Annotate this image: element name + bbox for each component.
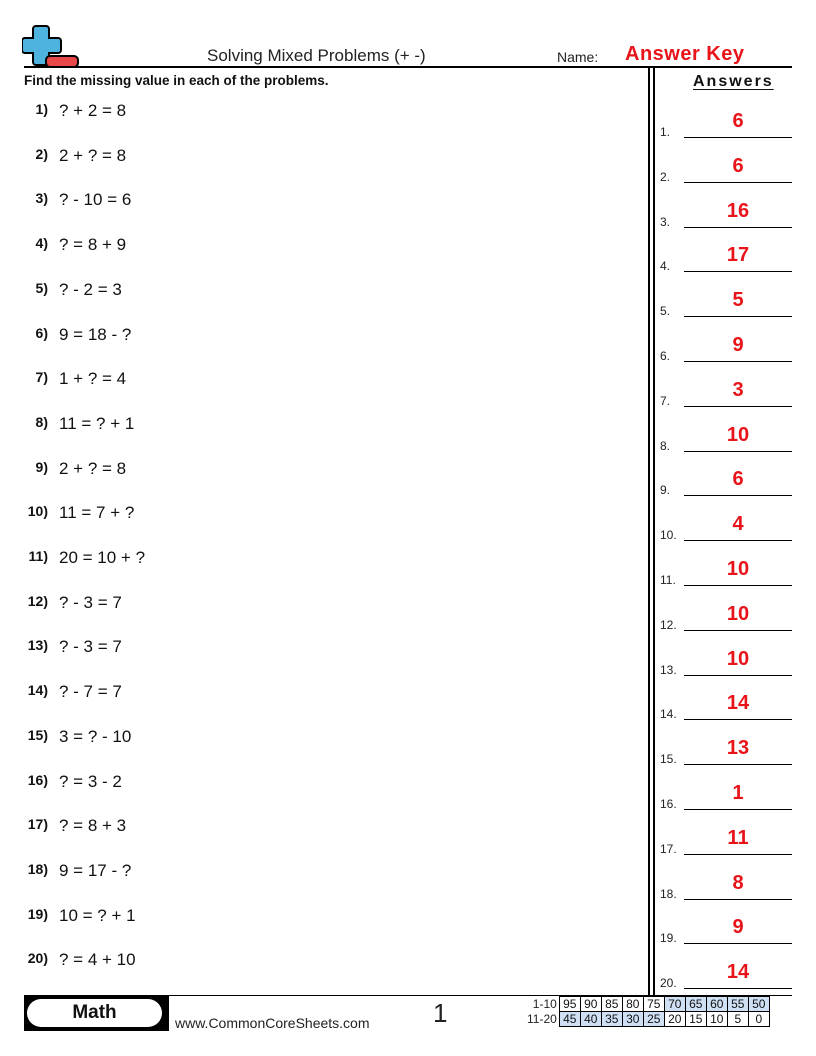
answer-value: 14 [726,961,750,984]
answer-number: 19. [660,931,677,946]
score-cell: 10 [706,1012,727,1027]
name-value: Answer Key [625,43,745,65]
answer-item [660,960,792,990]
answer-number: 6. [660,349,671,363]
problem-item [24,325,624,349]
problem-number: 12) [27,592,48,609]
problem-number: 2) [35,145,48,162]
answer-line [684,495,792,496]
problem-equation: ? - 7 = 7 [59,682,122,702]
answer-item [660,512,792,542]
problem-number: 5) [35,279,48,296]
answer-line [684,764,792,765]
answer-line [684,406,792,407]
problem-item [24,772,624,796]
answer-number: 18. [660,886,677,901]
answer-item [660,423,792,453]
problem-item [24,906,624,930]
answer-value: 9 [732,334,744,356]
problem-equation: 3 = ? - 10 [59,726,132,746]
answer-line [684,137,792,138]
answer-line [684,540,792,541]
answer-value: 10 [726,558,750,580]
answer-item [660,826,792,856]
answer-value: 3 [732,378,744,401]
problem-number: 6) [35,324,48,341]
problem-item [24,548,624,572]
problem-equation: ? - 3 = 7 [59,592,122,612]
answer-item [660,154,792,184]
answer-number: 12. [660,617,677,632]
score-cell: 30 [622,1012,643,1027]
score-cell: 15 [685,1012,706,1027]
score-cell: 85 [601,997,622,1012]
score-cell: 80 [622,997,643,1012]
header-divider [24,66,792,68]
problem-number: 10) [27,503,48,520]
answer-value: 10 [726,423,750,446]
problem-number: 19) [27,905,48,922]
answer-item [660,736,792,766]
score-cell: 35 [601,1012,622,1027]
problem-item [24,414,624,438]
problem-equation: ? = 8 + 3 [59,816,127,836]
answer-value: 9 [732,916,744,939]
problem-item [24,816,624,840]
problem-number: 7) [35,369,48,386]
problem-item [24,637,624,661]
instructions: Find the missing value in each of the problems. [24,73,329,88]
problem-number: 14) [27,682,48,699]
answer-line [684,585,792,586]
answer-number: 7. [660,393,671,408]
answer-value: 1 [732,782,744,804]
problem-equation: ? - 3 = 7 [59,637,122,657]
problem-equation: 11 = ? + 1 [59,413,135,433]
problem-item [24,280,624,304]
problem-equation: 9 = 17 - ? [59,860,132,880]
answer-number: 9. [660,483,671,498]
score-row-label: 11-20 [527,1012,557,1026]
score-cell: 55 [727,997,748,1012]
answer-line [684,316,792,317]
problem-equation: 10 = ? + 1 [59,905,136,925]
answer-line [684,943,792,944]
answer-value: 14 [726,692,750,715]
problem-number: 3) [35,190,48,207]
answer-value: 10 [726,647,750,670]
answer-value: 4 [732,513,744,536]
problem-number: 13) [27,637,48,654]
answer-item [660,781,792,811]
score-cell: 20 [664,1012,685,1027]
answer-line [684,227,792,228]
answer-value: 17 [726,244,750,267]
answer-value: 11 [727,826,749,849]
problem-item [24,101,624,125]
problem-equation: ? = 8 + 9 [59,235,127,255]
problem-item [24,459,624,483]
score-cell: 0 [748,1012,769,1027]
answer-number: 5. [660,304,671,319]
answer-item [660,288,792,318]
answer-item [660,647,792,677]
score-row-label: 1-10 [532,997,557,1011]
answer-line [684,630,792,631]
problem-number: 9) [35,458,48,475]
score-cell: 75 [643,997,664,1012]
answer-number: 16. [660,797,677,811]
answer-number: 15. [660,752,677,767]
worksheet-title: Solving Mixed Problems (+ -) [207,46,426,65]
answer-line [684,271,792,272]
answer-number: 17. [660,841,677,856]
problem-item [24,235,624,259]
score-cell: 95 [559,997,580,1012]
answer-number: 3. [660,214,671,229]
answer-value: 6 [732,154,744,177]
score-cell: 60 [706,997,727,1012]
problem-item [24,861,624,885]
answer-item [660,557,792,587]
score-row [525,997,769,1012]
problem-number: 4) [35,235,48,252]
answer-item [660,378,792,408]
score-cell: 70 [664,997,685,1012]
answer-item [660,199,792,229]
problem-number: 18) [27,860,48,877]
answer-line [684,854,792,855]
problem-item [24,682,624,706]
subject-label: Math [27,999,162,1027]
problem-number: 17) [27,816,48,833]
answer-line [684,451,792,452]
problem-item [24,503,624,527]
score-cell: 40 [580,1012,601,1027]
column-divider [648,67,650,996]
problem-number: 15) [27,726,48,743]
answer-line [684,899,792,900]
column-divider [653,67,655,996]
answer-number: 1. [660,125,671,139]
problem-item [24,146,624,170]
answer-line [684,361,792,362]
problem-equation: 2 + ? = 8 [59,458,127,478]
name-label: Name: [557,49,599,65]
answer-item [660,333,792,363]
answer-line [684,675,792,676]
score-cell: 25 [643,1012,664,1027]
answer-item [660,109,792,139]
answer-number: 10. [660,528,677,543]
problem-equation: ? + 2 = 8 [59,101,127,120]
answer-number: 2. [660,169,671,184]
problem-item [24,369,624,393]
answer-number: 13. [660,662,677,677]
score-cell: 50 [748,997,769,1012]
score-cell: 90 [580,997,601,1012]
answers-heading: Answers [693,73,774,90]
problem-item [24,593,624,617]
problem-equation: 20 = 10 + ? [59,548,146,567]
answer-item [660,691,792,721]
problem-number: 8) [35,413,48,430]
answer-line [684,182,792,183]
answer-value: 10 [726,602,750,625]
answer-value: 8 [732,871,744,894]
problem-item [24,727,624,751]
answer-number: 8. [660,438,671,453]
page-number: 1 [433,998,448,1028]
problem-item [24,190,624,214]
answer-line [684,809,792,810]
answer-line [684,719,792,720]
answer-item [660,467,792,497]
problem-equation: 1 + ? = 4 [59,369,127,389]
score-table [525,996,770,1027]
answer-value: 13 [726,737,750,760]
answer-number: 11. [660,573,676,587]
answer-line [684,988,792,989]
answer-number: 20. [660,976,677,991]
problem-equation: ? = 3 - 2 [59,771,122,791]
answer-value: 6 [732,468,744,491]
plus-minus-logo-icon [22,24,82,70]
problem-number: 11) [28,548,48,564]
answer-value: 16 [726,199,750,222]
score-row [525,1012,769,1027]
answer-value: 5 [732,289,744,312]
answer-item [660,871,792,901]
problem-equation: 11 = 7 + ? [59,503,135,523]
score-cell: 5 [727,1012,748,1027]
problem-equation: ? - 10 = 6 [59,190,132,210]
answer-item [660,243,792,273]
problem-equation: ? = 4 + 10 [59,950,136,970]
answer-item [660,602,792,632]
answer-value: 6 [732,110,744,132]
problem-number: 20) [27,950,48,967]
problem-number: 1) [35,101,48,117]
score-cell: 65 [685,997,706,1012]
score-cell: 45 [559,1012,580,1027]
problem-number: 16) [27,771,48,788]
answer-item [660,915,792,945]
problem-equation: ? - 2 = 3 [59,279,122,299]
answer-number: 14. [660,707,677,722]
answer-number: 4. [660,259,671,274]
problem-item [24,950,624,974]
site-url: www.CommonCoreSheets.com [175,1015,370,1031]
problem-equation: 9 = 18 - ? [59,324,132,344]
problem-equation: 2 + ? = 8 [59,145,127,165]
